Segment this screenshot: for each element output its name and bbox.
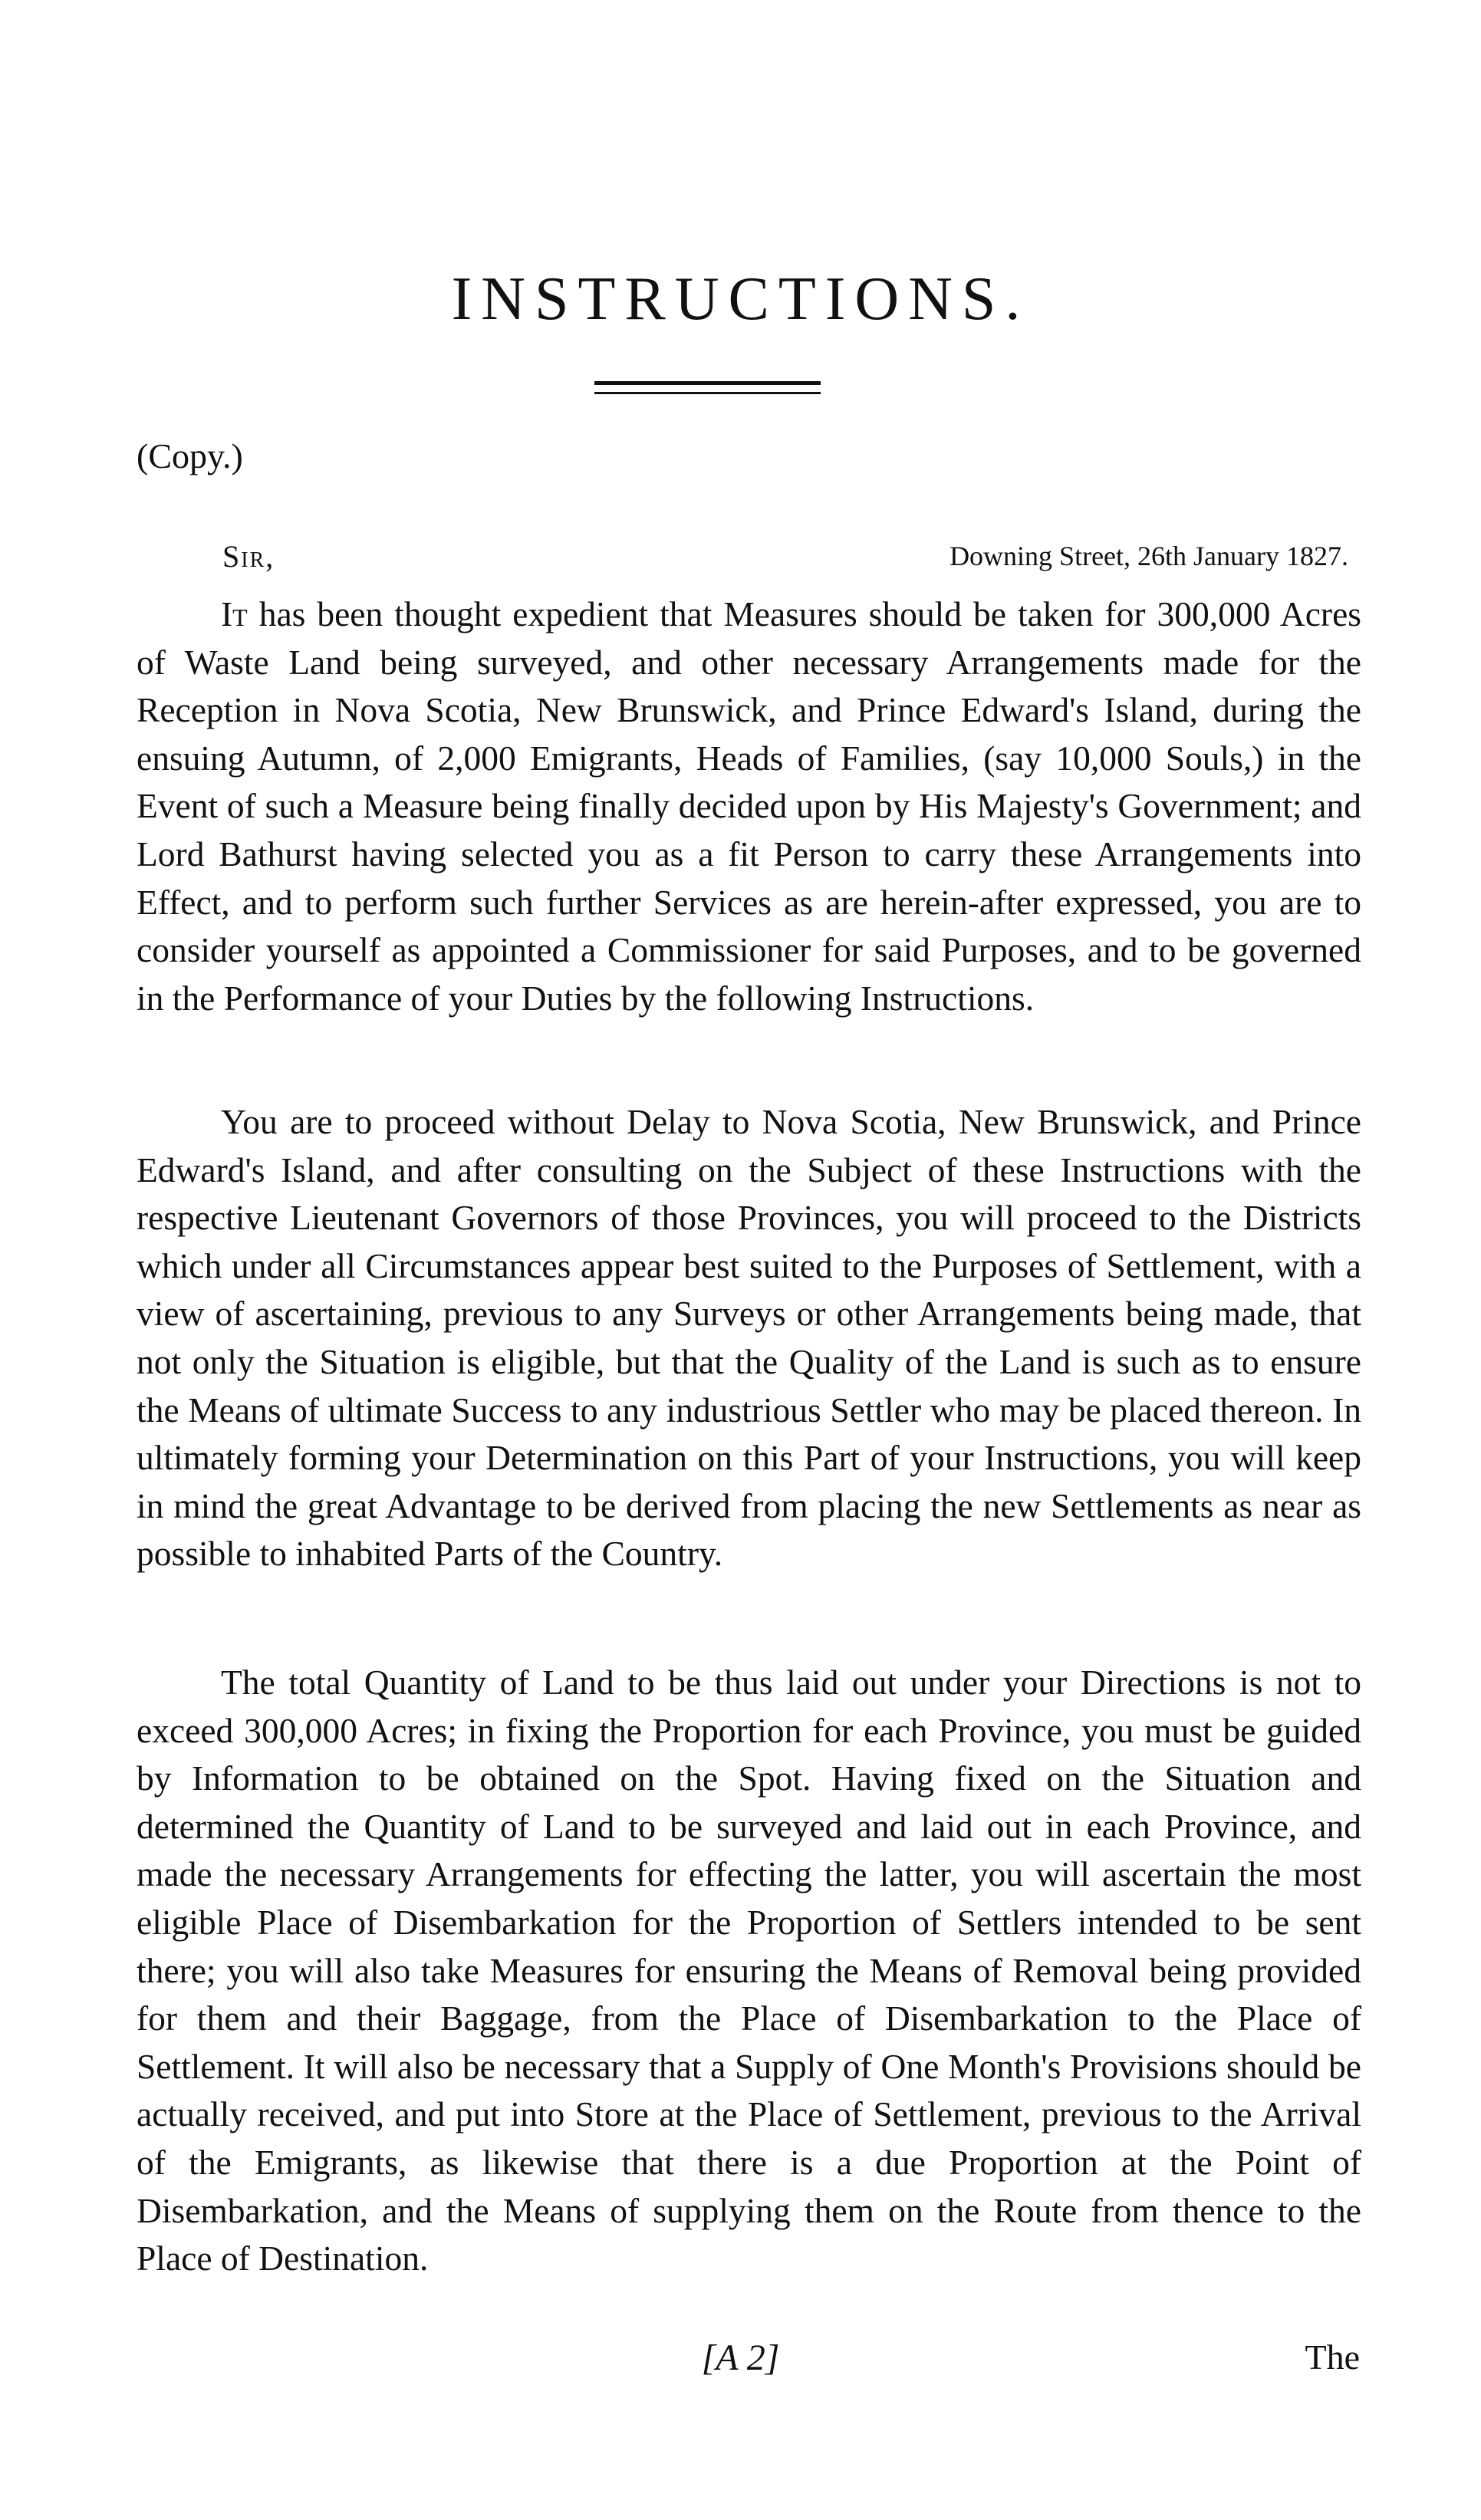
paragraph-text: You are to proceed without Delay to Nova Scotia, New Brunswick, and Prince Edward's Island, and after consulting on the Subject of these Instructions with the respective Lieutenant Governors of those Provinces, you will proceed to the Districts which under all Circumstances appear best suited to the Purposes of Settlement, with a view of ascertaining, previous to any Surveys or other Arrangements being made, that not only the Situation is eligible, but that the Quality of the Land is such as to ensure the Means of ultimate Success to any industrious Settler who may be placed thereon. In ultimately forming your Determination on this Part of your Instructions, you will keep in mind the great Advantage to be derived from placing the new Settlements as near as possible to inhabited Parts of the Country. xyxy=(137,1102,1361,1574)
paragraph-1 xyxy=(137,591,1361,1022)
copy-label: (Copy.) xyxy=(137,436,243,475)
salutation: Sir, xyxy=(222,539,275,574)
dateline: Downing Street, 26th January 1827. xyxy=(949,541,1348,571)
signature-mark: [A 2] xyxy=(701,2337,780,2378)
paragraph-3 xyxy=(137,1659,1361,2283)
paragraph-lead: It xyxy=(221,594,248,633)
page-title: INSTRUCTIONS. xyxy=(451,265,1030,333)
title-rule-thick xyxy=(594,381,821,385)
catchword: The xyxy=(1305,2337,1360,2377)
paragraph-text: has been thought expedient that Measures should be taken for 300,000 Acres of Waste Land being surveyed, and other necessary Arrangements made for the Reception in Nova Scotia, New Brunswick, and Prince Edward's Island, during the ensuing Autumn, of 2,000 Emigrants, Heads of Families, (say 10,000 Souls,) in the Event of such a Measure being finally decided upon by His Majesty's Government; and Lord Bathurst having selected you as a fit Person to carry these Arrangements into Effect, and to perform such further Services as are herein-after expressed, you are to consider yourself as appointed a Commissioner for said Purposes, and to be governed in the Performance of your Duties by the following Instructions. xyxy=(137,594,1361,1018)
paragraph-text: The total Quantity of Land to be thus laid out under your Directions is not to exceed 300,000 Acres; in fixing the Proportion for each Province, you must be guided by Information to be obtained on the Spot. Having fixed on the Situation and determined the Quantity of Land to be surveyed and laid out in each Province, and made the necessary Arrangements for effecting the latter, you will ascertain the most eligible Place of Disembarkation for the Proportion of Settlers intended to be sent there; you will also take Measures for ensuring the Means of Removal being provided for them and their Baggage, from the Place of Disembarkation to the Place of Settlement. It will also be necessary that a Supply of One Month's Provisions should be actually received, and put into Store at the Place of Settlement, previous to the Arrival of the Emigrants, as likewise that there is a due Proportion at the Point of Disembarkation, and the Means of supplying them on the Route from thence to the Place of Destination. xyxy=(137,1663,1361,2278)
paragraph-2 xyxy=(137,1098,1361,1578)
title-rule-thin xyxy=(594,392,821,394)
